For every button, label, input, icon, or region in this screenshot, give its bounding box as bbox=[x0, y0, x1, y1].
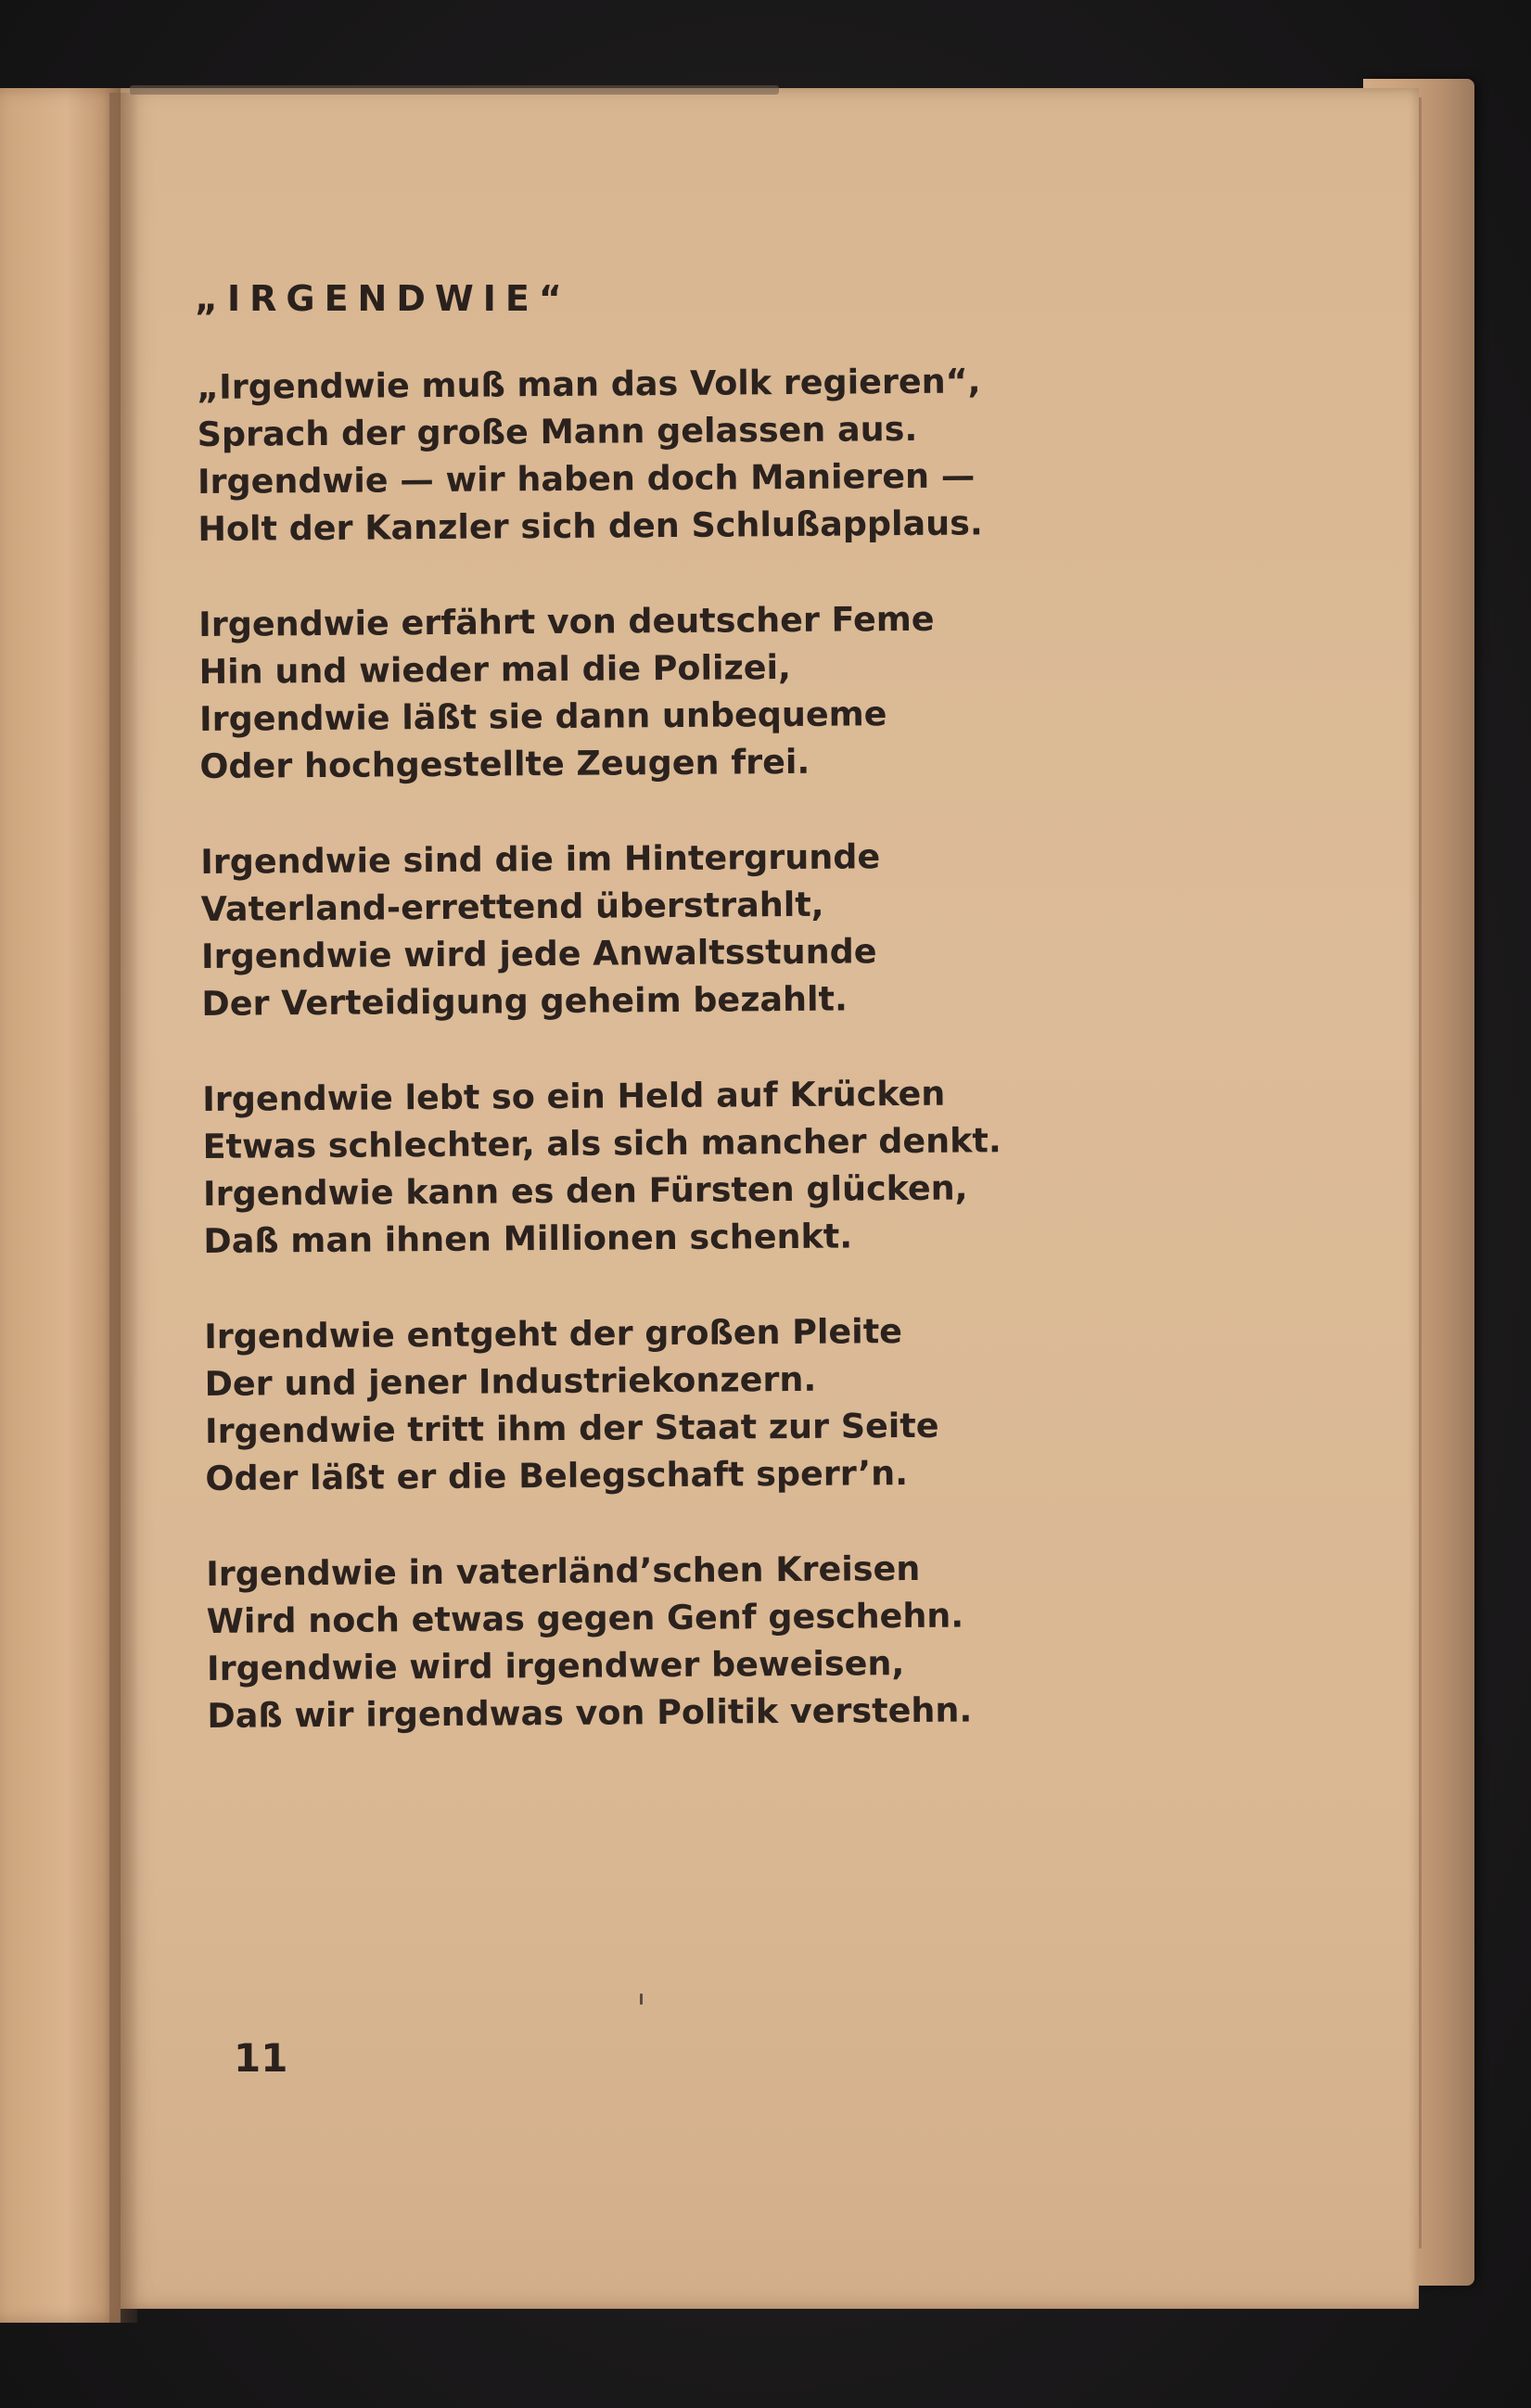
stanza bbox=[204, 1306, 1133, 1502]
poem-line: Etwas schlechter, als sich mancher denkt. bbox=[202, 1120, 1002, 1166]
poem-title: „IRGENDWIE“ bbox=[195, 278, 571, 319]
poem-line: Irgendwie — wir haben doch Manieren — bbox=[197, 455, 976, 502]
poem-line: Daß man ihnen Millionen schenkt. bbox=[203, 1216, 853, 1261]
stanza bbox=[200, 831, 1129, 1027]
poem-line: Der Verteidigung geheim bezahlt. bbox=[201, 978, 848, 1024]
poem-line: Wird noch etwas gegen Genf geschehn. bbox=[206, 1595, 964, 1641]
stanza bbox=[206, 1543, 1135, 1739]
poem-line: Der und jener Industriekonzern. bbox=[204, 1358, 817, 1404]
poem-line: Irgendwie lebt so ein Held auf Krücken bbox=[202, 1073, 946, 1119]
page-top-edge bbox=[130, 85, 779, 95]
poem-body bbox=[197, 356, 1135, 1788]
poem-line: Oder hochgestellte Zeugen frei. bbox=[199, 741, 810, 786]
stanza bbox=[202, 1068, 1131, 1265]
poem-line: Vaterland-errettend überstrahlt, bbox=[200, 884, 824, 929]
poem-line: Irgendwie läßt sie dann unbequeme bbox=[198, 694, 887, 739]
poem-line: „Irgendwie muß man das Volk regieren“, bbox=[197, 361, 981, 407]
poem-line: Hin und wieder mal die Polizei, bbox=[198, 646, 792, 692]
book-gutter bbox=[109, 93, 137, 2323]
poem-line: Irgendwie wird irgendwer beweisen, bbox=[206, 1643, 905, 1688]
paper-speck bbox=[640, 1994, 643, 2005]
poem-line: Irgendwie wird jede Anwaltsstunde bbox=[200, 931, 877, 976]
poem-line: Oder läßt er die Belegschaft sperr’n. bbox=[205, 1453, 909, 1498]
poem-line: Daß wir irgendwas von Politik verstehn. bbox=[207, 1689, 973, 1736]
poem-line: Holt der Kanzler sich den Schlußapplaus. bbox=[198, 503, 983, 549]
poem-line: Irgendwie sind die im Hintergrunde bbox=[200, 836, 881, 882]
poem-line: Irgendwie kann es den Fürsten glücken, bbox=[202, 1167, 968, 1214]
poem-line: Irgendwie entgeht der großen Pleite bbox=[204, 1311, 903, 1357]
poem-line: Sprach der große Mann gelassen aus. bbox=[197, 408, 918, 454]
poem-line: Irgendwie in vaterländ’schen Kreisen bbox=[206, 1548, 921, 1594]
page-number: 11 bbox=[234, 2035, 288, 2081]
facing-page-edge bbox=[0, 88, 121, 2323]
stanza bbox=[198, 593, 1128, 790]
poem-line: Irgendwie erfährt von deutscher Feme bbox=[198, 598, 935, 644]
poem-line: Irgendwie tritt ihm der Staat zur Seite bbox=[204, 1405, 939, 1451]
stanza bbox=[197, 356, 1126, 553]
